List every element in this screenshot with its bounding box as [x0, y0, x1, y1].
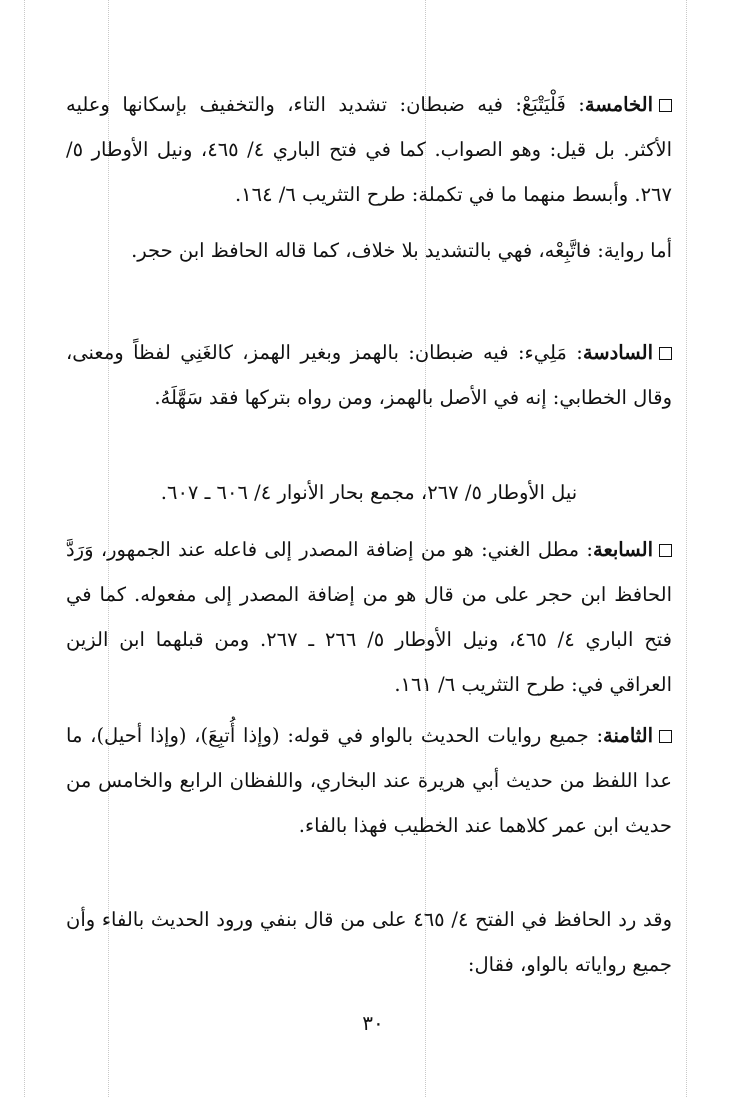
section-body: : جميع روايات الحديث بالواو في قوله: (وإذا أُتبِعَ)، (وإذا أحيل)، ما عدا اللفظ من حديث أبي هريرة عند البخاري، واللفظان الرابع والخامس من حديث ابن عمر كلاهما عند الخطيب فهذا بالفاء.: [66, 724, 672, 837]
section-body: : مطل الغني: هو من إضافة المصدر إلى فاعله عند الجمهور، وَرَدَّ الحافظ ابن حجر على من قال هو من إضافة المصدر إلى مفعوله. كما في فتح الباري ٤/ ٤٦٥، ونيل الأوطار ٥/ ٢٦٦ ـ ٢٦٧. ومن قبلهما ابن الزين العراقي في: طرح التثريب ٦/ ١٦١.: [66, 538, 672, 696]
note-paragraph: أما رواية: فاتَّبِعْه، فهي بالتشديد بلا خلاف، كما قاله الحافظ ابن حجر.: [131, 239, 672, 262]
section-heading: الثامنة: [603, 724, 653, 747]
closing-text: وقد رد الحافظ في الفتح ٤/ ٤٦٥ على من قال بنفي ورود الحديث بالفاء وأن جميع رواياته بالواو، فقال:: [66, 908, 672, 976]
section-fifth: [66, 82, 672, 217]
page-number: ٣٠: [362, 1011, 384, 1035]
checkbox-square-icon: [659, 730, 672, 743]
section-fifth-note: [66, 228, 672, 273]
reference-line: نيل الأوطار ٥/ ٢٦٧، مجمع بحار الأنوار ٤/ ٦٠٦ ـ ٦٠٧.: [160, 481, 578, 504]
section-sixth: [66, 330, 672, 420]
section-body: : فَلْيَتْبَعْ: فيه ضبطان: تشديد التاء، والتخفيف بإسكانها وعليه الأكثر. بل قيل: وهو الصواب. كما في فتح الباري ٤/ ٤٦٥، ونيل الأوطار ٥/ ٢٦٧. وأبسط منهما ما في تكملة: طرح التثريب ٦/ ١٦٤.: [66, 93, 672, 206]
checkbox-square-icon: [659, 347, 672, 360]
section-paragraph: [66, 527, 672, 707]
checkbox-square-icon: [659, 99, 672, 112]
section-paragraph: [66, 330, 672, 420]
margin-guide-line: [24, 0, 25, 1097]
section-seventh: [66, 527, 672, 707]
section-paragraph: [66, 713, 672, 848]
margin-guide-line: [686, 0, 687, 1097]
section-paragraph: [66, 82, 672, 217]
closing-paragraph: [66, 897, 672, 987]
section-heading: السابعة: [593, 538, 653, 561]
section-heading: السادسة: [582, 341, 653, 364]
section-heading: الخامسة: [584, 93, 653, 116]
section-eighth: [66, 713, 672, 848]
section-body: : مَلِيء: فيه ضبطان: بالهمز وبغير الهمز، كالغَنِي لفظاً ومعنى، وقال الخطابي: إنه في الأصل بالهمز، ومن رواه بتركها فقد سَهَّلَهُ.: [66, 341, 672, 409]
checkbox-square-icon: [659, 544, 672, 557]
